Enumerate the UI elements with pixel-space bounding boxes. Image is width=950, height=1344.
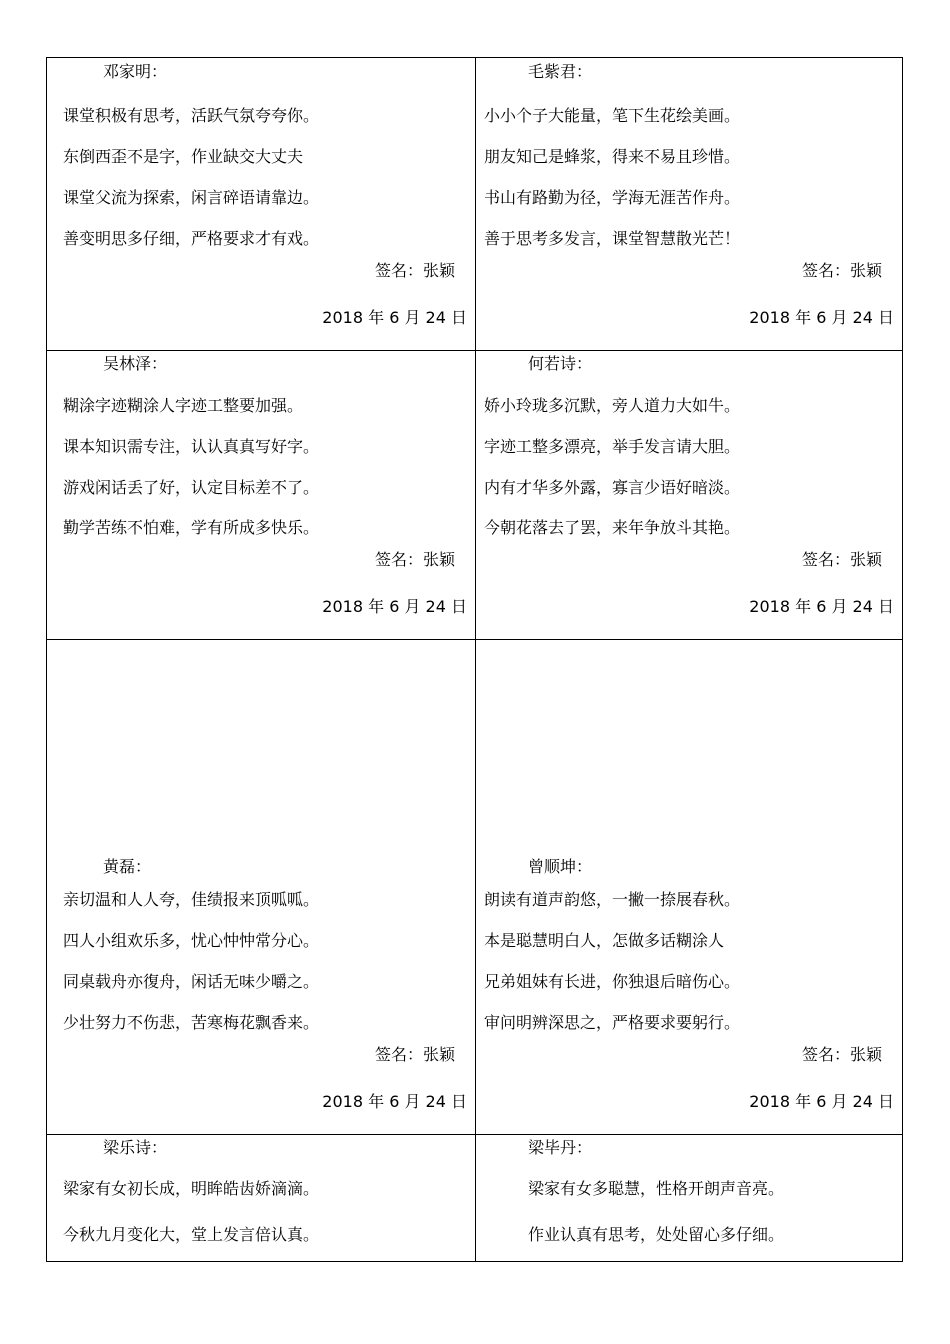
date: 2018 年 6 月 24 日 <box>322 597 467 616</box>
student-name: 吴林泽： <box>103 354 168 373</box>
signature: 签名：张颖 <box>802 550 883 569</box>
date: 2018 年 6 月 24 日 <box>322 308 467 327</box>
signature: 签名：张颖 <box>802 261 883 280</box>
student-name: 邓家明： <box>103 62 168 81</box>
comment-line: 娇小玲珑多沉默，旁人道力大如牛。 <box>484 396 741 415</box>
comment-line: 同桌载舟亦復舟，闲话无味少嚼之。 <box>63 972 320 991</box>
date: 2018 年 6 月 24 日 <box>749 308 894 327</box>
comment-line: 今朝花落去了罢，来年争放斗其艳。 <box>484 518 741 537</box>
student-card <box>47 1134 475 1261</box>
comment-line: 今秋九月变化大，堂上发言倍认真。 <box>63 1225 320 1244</box>
comment-line: 作业认真有思考，处处留心多仔细。 <box>528 1225 785 1244</box>
comment-line: 本是聪慧明白人，怎做多话糊涂人 <box>484 931 725 950</box>
comment-line: 兄弟姐妹有长进，你独退后暗伤心。 <box>484 972 741 991</box>
student-card <box>476 1134 904 1261</box>
signature: 签名：张颖 <box>375 261 456 280</box>
comment-line: 糊涂字迹糊涂人字迹工整要加强。 <box>63 396 304 415</box>
comment-line: 朋友知己是蜂浆，得来不易且珍惜。 <box>484 147 741 166</box>
comment-line: 梁家有女多聪慧，性格开朗声音亮。 <box>528 1179 785 1198</box>
student-name: 梁乐诗： <box>103 1138 168 1157</box>
comment-line: 朗读有道声韵悠，一撇一捺展春秋。 <box>484 890 741 909</box>
signature: 签名：张颖 <box>375 550 456 569</box>
student-name: 梁毕丹： <box>528 1138 593 1157</box>
comment-line: 小小个子大能量，笔下生花绘美画。 <box>484 106 741 125</box>
student-name: 曾顺坤： <box>528 857 593 876</box>
date: 2018 年 6 月 24 日 <box>749 1092 894 1111</box>
comment-line: 亲切温和人人夸，佳绩报来顶呱呱。 <box>63 890 320 909</box>
student-card <box>47 639 475 1134</box>
signature: 签名：张颖 <box>802 1045 883 1064</box>
date: 2018 年 6 月 24 日 <box>322 1092 467 1111</box>
comment-line: 善变明思多仔细，严格要求才有戏。 <box>63 229 320 248</box>
comment-line: 审问明辨深思之，严格要求要躬行。 <box>484 1013 741 1032</box>
comment-card-grid <box>46 57 903 1262</box>
comment-line: 课堂父流为探索，闲言碎语请靠边。 <box>63 188 320 207</box>
comment-line: 梁家有女初长成，明眸皓齿娇滴滴。 <box>63 1179 320 1198</box>
date: 2018 年 6 月 24 日 <box>749 597 894 616</box>
student-name: 毛紫君： <box>528 62 593 81</box>
student-card <box>476 639 904 1134</box>
student-card <box>476 350 904 639</box>
comment-line: 课本知识需专注，认认真真写好字。 <box>63 437 320 456</box>
student-name: 黄磊： <box>103 857 152 876</box>
comment-line: 字迹工整多漂亮，举手发言请大胆。 <box>484 437 741 456</box>
comment-line: 课堂积极有思考，活跃气氛夸夸你。 <box>63 106 320 125</box>
comment-line: 东倒西歪不是字，作业缺交大丈夫 <box>63 147 304 166</box>
comment-line: 善于思考多发言，课堂智慧散光芒！ <box>484 229 741 248</box>
comment-line: 书山有路勤为径，学海无涯苦作舟。 <box>484 188 741 207</box>
comment-line: 内有才华多外露，寡言少语好暗淡。 <box>484 478 741 497</box>
student-name: 何若诗： <box>528 354 593 373</box>
comment-line: 游戏闲话丢了好，认定目标差不了。 <box>63 478 320 497</box>
student-card <box>476 58 904 350</box>
comment-line: 少壮努力不伤悲，苦寒梅花飘香来。 <box>63 1013 320 1032</box>
student-card <box>47 58 475 350</box>
student-card <box>47 350 475 639</box>
comment-line: 勤学苦练不怕难，学有所成多快乐。 <box>63 518 320 537</box>
signature: 签名：张颖 <box>375 1045 456 1064</box>
comment-line: 四人小组欢乐多，忧心忡忡常分心。 <box>63 931 320 950</box>
